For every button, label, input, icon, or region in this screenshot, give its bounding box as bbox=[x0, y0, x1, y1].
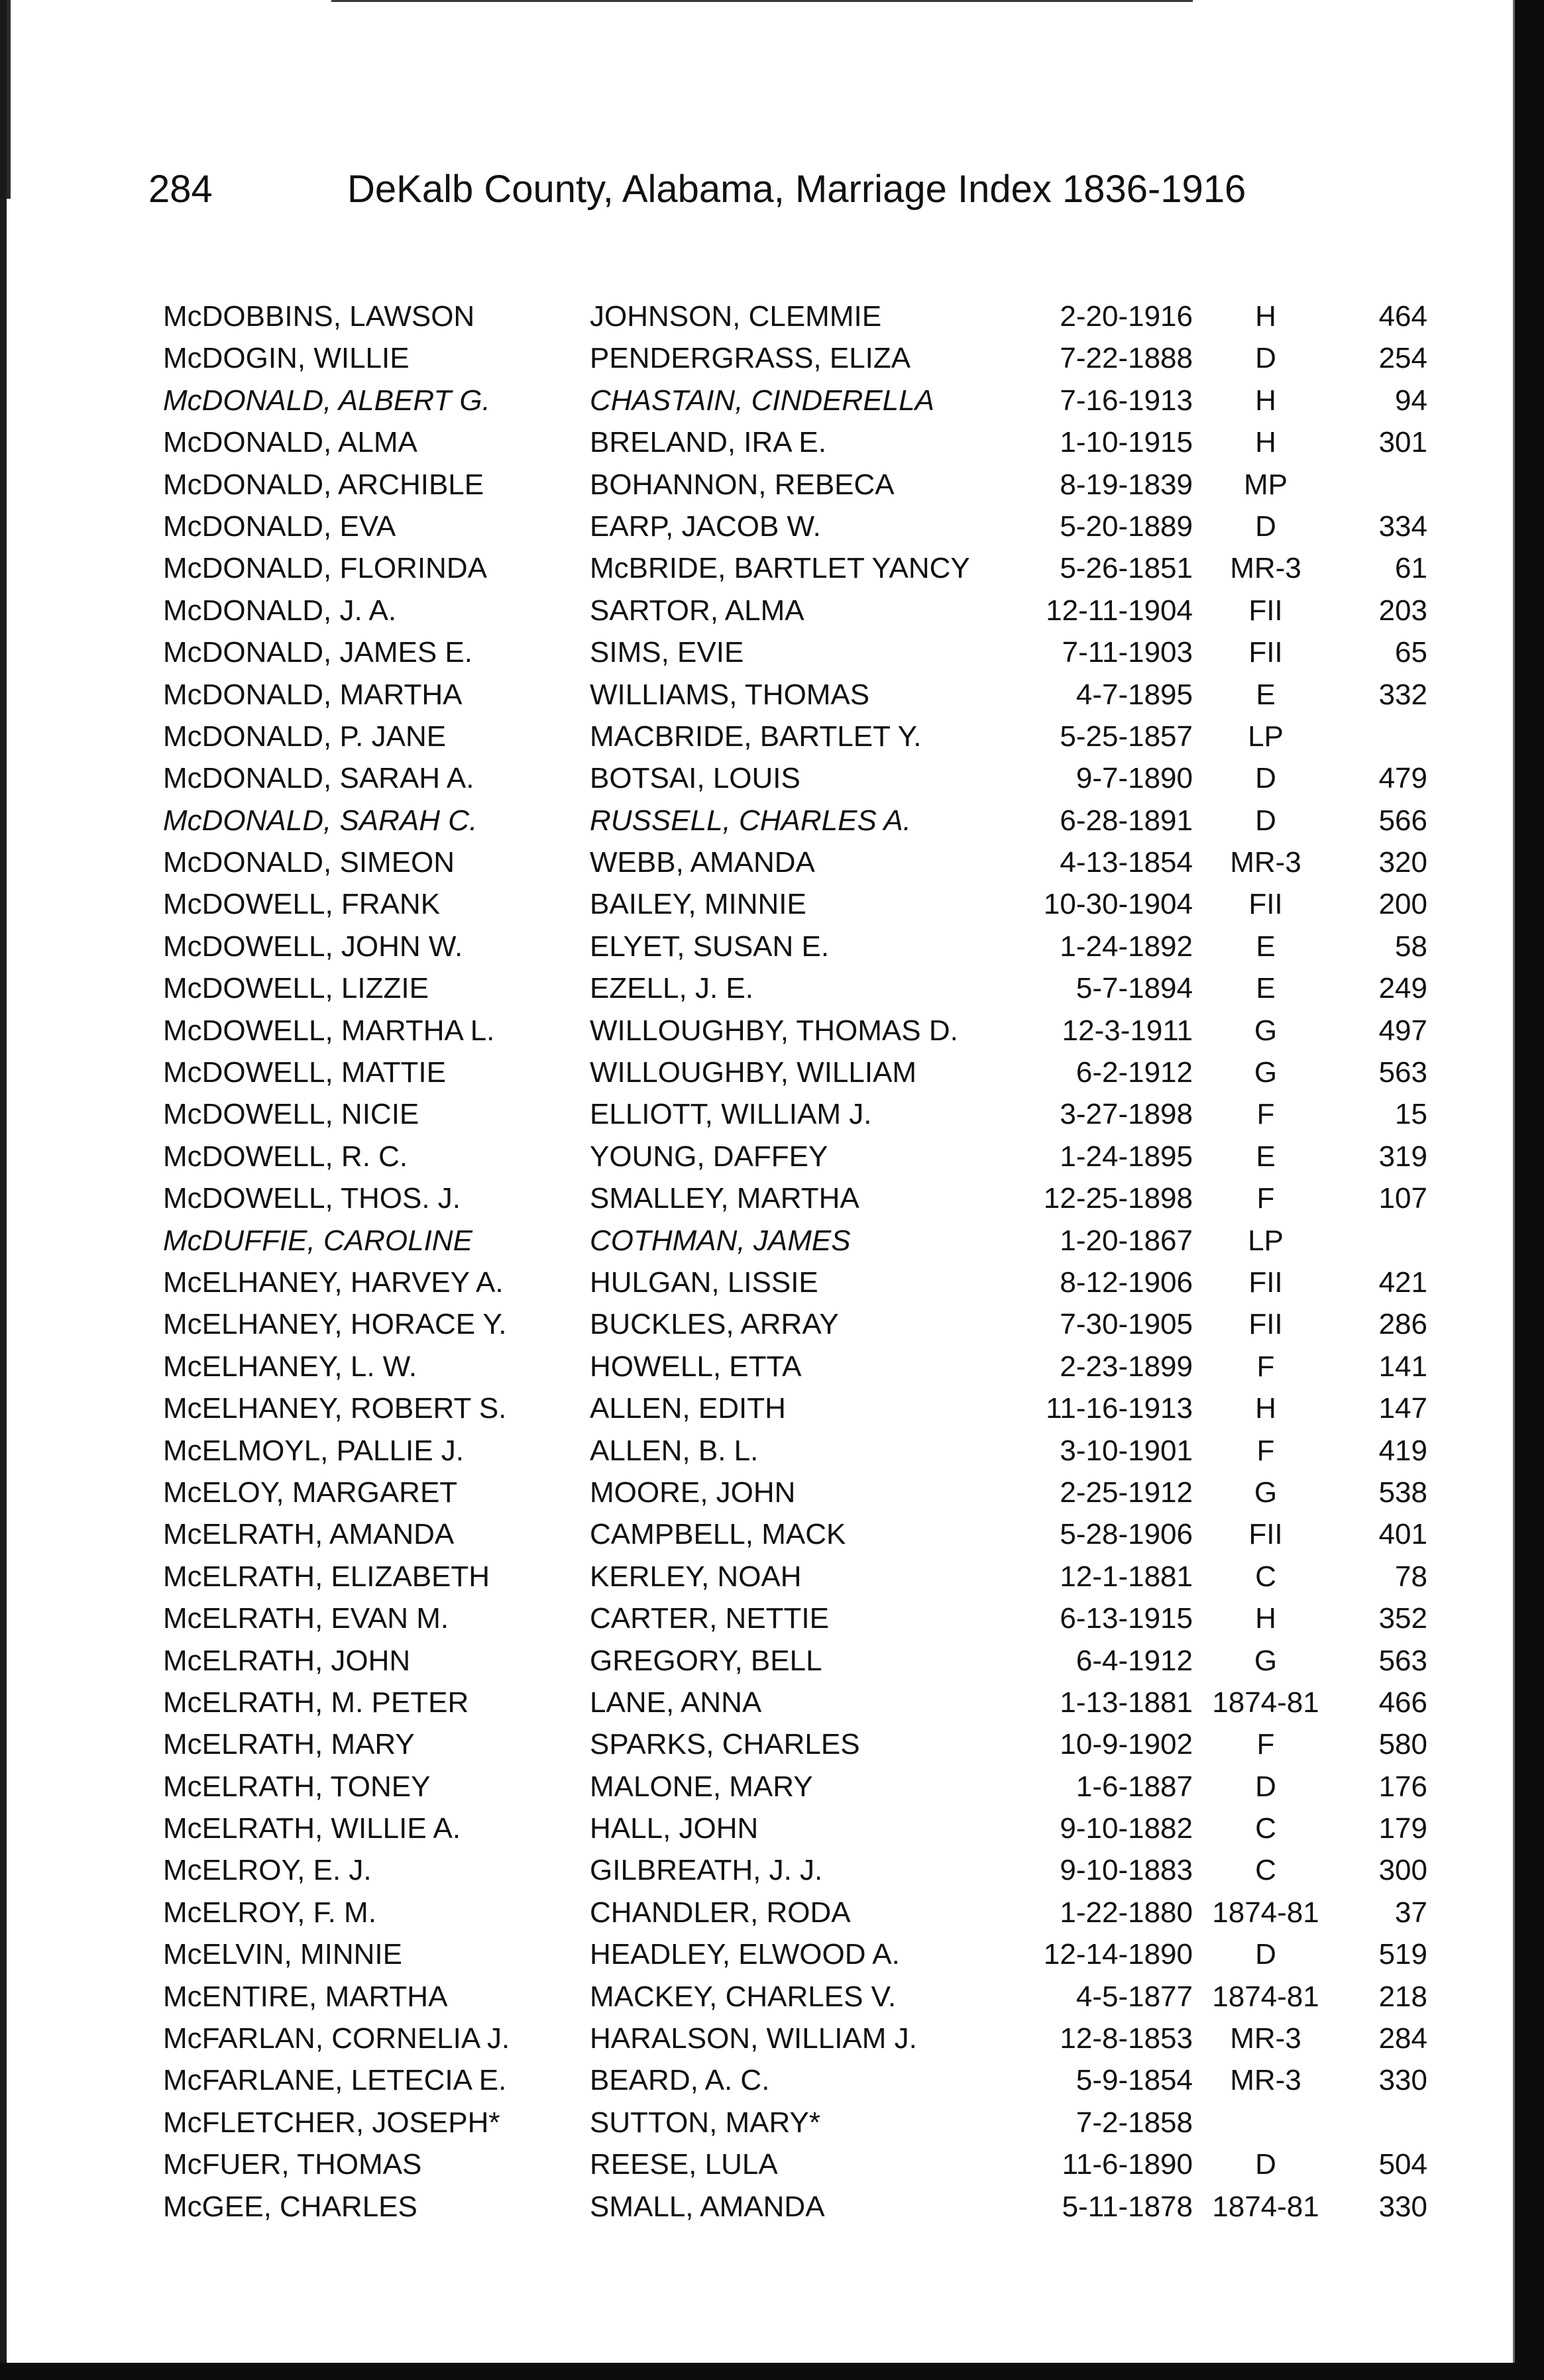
marriage-date: 10-9-1902 bbox=[1060, 1728, 1193, 1761]
record-book: FII bbox=[1248, 636, 1283, 669]
table-row bbox=[0, 631, 1544, 673]
spouse-name: SMALL, AMANDA bbox=[590, 2190, 825, 2223]
groom-or-bride-name: McDOWELL, R. C. bbox=[163, 1140, 408, 1173]
groom-or-bride-name: McDOWELL, NICIE bbox=[163, 1098, 419, 1131]
marriage-date: 2-23-1899 bbox=[1060, 1350, 1193, 1383]
marriage-date: 1-10-1915 bbox=[1060, 426, 1193, 459]
record-page: 254 bbox=[1378, 342, 1427, 375]
record-page: 58 bbox=[1395, 930, 1427, 963]
table-row bbox=[0, 1010, 1544, 1052]
groom-or-bride-name: McDONALD, FLORINDA bbox=[163, 552, 487, 585]
groom-or-bride-name: McDONALD, SARAH C. bbox=[163, 804, 478, 837]
spouse-name: ALLEN, B. L. bbox=[590, 1434, 759, 1467]
record-page: 94 bbox=[1395, 384, 1427, 417]
groom-or-bride-name: McDOWELL, MATTIE bbox=[163, 1056, 446, 1089]
record-page: 15 bbox=[1395, 1098, 1427, 1131]
table-row bbox=[0, 1766, 1544, 1808]
record-book: 1874-81 bbox=[1212, 1686, 1319, 1719]
marriage-date: 7-30-1905 bbox=[1060, 1308, 1193, 1341]
record-book: E bbox=[1256, 972, 1276, 1005]
table-row bbox=[0, 337, 1544, 379]
spouse-name: SMALLEY, MARTHA bbox=[590, 1182, 859, 1215]
marriage-date: 5-25-1857 bbox=[1060, 720, 1193, 753]
record-book: D bbox=[1255, 510, 1276, 543]
record-page: 580 bbox=[1378, 1728, 1427, 1761]
groom-or-bride-name: McELVIN, MINNIE bbox=[163, 1938, 403, 1971]
record-book: 1874-81 bbox=[1212, 1896, 1319, 1929]
record-page: 203 bbox=[1378, 594, 1427, 627]
spouse-name: SARTOR, ALMA bbox=[590, 594, 804, 627]
table-row bbox=[0, 757, 1544, 799]
groom-or-bride-name: McFUER, THOMAS bbox=[163, 2148, 422, 2181]
spouse-name: MALONE, MARY bbox=[590, 1770, 813, 1803]
record-book: D bbox=[1255, 342, 1276, 375]
record-page: 179 bbox=[1378, 1812, 1427, 1845]
marriage-date: 9-10-1883 bbox=[1060, 1854, 1193, 1887]
groom-or-bride-name: McELHANEY, HORACE Y. bbox=[163, 1308, 507, 1341]
marriage-date: 3-27-1898 bbox=[1060, 1098, 1193, 1131]
groom-or-bride-name: McDONALD, JAMES E. bbox=[163, 636, 472, 669]
spouse-name: CHASTAIN, CINDERELLA bbox=[590, 384, 934, 417]
table-row bbox=[0, 464, 1544, 506]
marriage-date: 12-3-1911 bbox=[1062, 1014, 1193, 1047]
record-book: H bbox=[1255, 1602, 1276, 1635]
spouse-name: HALL, JOHN bbox=[590, 1812, 759, 1845]
groom-or-bride-name: McELRATH, EVAN M. bbox=[163, 1602, 449, 1635]
record-book: E bbox=[1256, 678, 1276, 711]
spouse-name: SIMS, EVIE bbox=[590, 636, 744, 669]
table-row bbox=[0, 1597, 1544, 1639]
spouse-name: BOHANNON, REBECA bbox=[590, 468, 895, 501]
spouse-name: REESE, LULA bbox=[590, 2148, 778, 2181]
spouse-name: HEADLEY, ELWOOD A. bbox=[590, 1938, 900, 1971]
groom-or-bride-name: McDOWELL, LIZZIE bbox=[163, 972, 429, 1005]
spouse-name: CARTER, NETTIE bbox=[590, 1602, 830, 1635]
marriage-date: 7-11-1903 bbox=[1062, 636, 1193, 669]
groom-or-bride-name: McDONALD, SARAH A. bbox=[163, 762, 474, 795]
record-page: 286 bbox=[1378, 1308, 1427, 1341]
marriage-date: 3-10-1901 bbox=[1060, 1434, 1193, 1467]
record-page: 479 bbox=[1378, 762, 1427, 795]
groom-or-bride-name: McDONALD, P. JANE bbox=[163, 720, 447, 753]
spouse-name: CAMPBELL, MACK bbox=[590, 1518, 846, 1551]
record-page: 319 bbox=[1378, 1140, 1427, 1173]
groom-or-bride-name: McGEE, CHARLES bbox=[163, 2190, 417, 2223]
page-number: 284 bbox=[148, 168, 213, 211]
table-row bbox=[0, 1976, 1544, 2018]
marriage-date: 5-26-1851 bbox=[1060, 552, 1193, 585]
record-page: 37 bbox=[1395, 1896, 1427, 1929]
groom-or-bride-name: McDOWELL, JOHN W. bbox=[163, 930, 463, 963]
record-page: 330 bbox=[1378, 2190, 1427, 2223]
spouse-name: HARALSON, WILLIAM J. bbox=[590, 2022, 917, 2055]
record-page: 300 bbox=[1378, 1854, 1427, 1887]
record-book: C bbox=[1255, 1560, 1276, 1593]
spouse-name: MACKEY, CHARLES V. bbox=[590, 1980, 897, 2013]
marriage-date: 12-25-1898 bbox=[1043, 1182, 1193, 1215]
record-book: F bbox=[1256, 1728, 1275, 1761]
groom-or-bride-name: McFARLANE, LETECIA E. bbox=[163, 2064, 507, 2097]
table-row bbox=[0, 883, 1544, 925]
marriage-date: 7-16-1913 bbox=[1060, 384, 1193, 417]
marriage-date: 5-28-1906 bbox=[1060, 1518, 1193, 1551]
groom-or-bride-name: McELRATH, ELIZABETH bbox=[163, 1560, 490, 1593]
marriage-date: 11-16-1913 bbox=[1046, 1392, 1193, 1425]
spouse-name: WILLOUGHBY, THOMAS D. bbox=[590, 1014, 958, 1047]
spouse-name: RUSSELL, CHARLES A. bbox=[590, 804, 911, 837]
record-book: LP bbox=[1248, 1224, 1284, 1257]
groom-or-bride-name: McELOY, MARGARET bbox=[163, 1476, 458, 1509]
table-row bbox=[0, 296, 1544, 337]
groom-or-bride-name: McDONALD, EVA bbox=[163, 510, 396, 543]
table-row bbox=[0, 674, 1544, 716]
groom-or-bride-name: McELROY, F. M. bbox=[163, 1896, 376, 1929]
marriage-date: 8-12-1906 bbox=[1060, 1266, 1193, 1299]
spouse-name: YOUNG, DAFFEY bbox=[590, 1140, 828, 1173]
record-page: 464 bbox=[1378, 300, 1427, 333]
page-header bbox=[148, 163, 1246, 216]
marriage-date: 1-13-1881 bbox=[1060, 1686, 1193, 1719]
groom-or-bride-name: McDOWELL, MARTHA L. bbox=[163, 1014, 495, 1047]
groom-or-bride-name: McELRATH, TONEY bbox=[163, 1770, 431, 1803]
record-page: 200 bbox=[1378, 888, 1427, 921]
marriage-date: 7-2-1858 bbox=[1075, 2106, 1193, 2139]
table-row bbox=[0, 1430, 1544, 1472]
record-book: H bbox=[1255, 384, 1276, 417]
page-title: DeKalb County, Alabama, Marriage Index 1836-1916 bbox=[347, 168, 1246, 211]
groom-or-bride-name: McDOBBINS, LAWSON bbox=[163, 300, 475, 333]
record-book: C bbox=[1255, 1812, 1276, 1845]
record-page: 566 bbox=[1378, 804, 1427, 837]
table-row bbox=[0, 421, 1544, 463]
table-row bbox=[0, 1220, 1544, 1262]
spouse-name: WEBB, AMANDA bbox=[590, 846, 815, 879]
record-book: D bbox=[1255, 1770, 1276, 1803]
marriage-date: 9-7-1890 bbox=[1075, 762, 1193, 795]
record-book: 1874-81 bbox=[1212, 1980, 1319, 2013]
table-row bbox=[0, 590, 1544, 631]
marriage-date: 8-19-1839 bbox=[1060, 468, 1193, 501]
record-page: 538 bbox=[1378, 1476, 1427, 1509]
marriage-date: 12-11-1904 bbox=[1046, 594, 1193, 627]
record-book: G bbox=[1254, 1056, 1278, 1089]
groom-or-bride-name: McELMOYL, PALLIE J. bbox=[163, 1434, 465, 1467]
record-page: 320 bbox=[1378, 846, 1427, 879]
groom-or-bride-name: McFLETCHER, JOSEPH* bbox=[163, 2106, 500, 2139]
record-page: 332 bbox=[1378, 678, 1427, 711]
groom-or-bride-name: McDONALD, ARCHIBLE bbox=[163, 468, 484, 501]
spouse-name: PENDERGRASS, ELIZA bbox=[590, 342, 911, 375]
spouse-name: BEARD, A. C. bbox=[590, 2064, 770, 2097]
groom-or-bride-name: McELRATH, WILLIE A. bbox=[163, 1812, 461, 1845]
table-row bbox=[0, 2059, 1544, 2101]
record-book: D bbox=[1255, 1938, 1276, 1971]
marriage-date: 5-9-1854 bbox=[1075, 2064, 1193, 2097]
record-page: 284 bbox=[1378, 2022, 1427, 2055]
marriage-date: 10-30-1904 bbox=[1043, 888, 1193, 921]
record-page: 301 bbox=[1378, 426, 1427, 459]
table-row bbox=[0, 2102, 1544, 2143]
record-book: D bbox=[1255, 804, 1276, 837]
marriage-date: 4-13-1854 bbox=[1060, 846, 1193, 879]
record-book: H bbox=[1255, 1392, 1276, 1425]
record-page: 330 bbox=[1378, 2064, 1427, 2097]
marriage-date: 1-6-1887 bbox=[1075, 1770, 1193, 1803]
groom-or-bride-name: McDONALD, ALBERT G. bbox=[163, 384, 490, 417]
spouse-name: HULGAN, LISSIE bbox=[590, 1266, 818, 1299]
record-book: E bbox=[1256, 930, 1276, 963]
table-row bbox=[0, 1346, 1544, 1387]
record-book: FII bbox=[1248, 1518, 1283, 1551]
table-row bbox=[0, 1472, 1544, 1513]
spouse-name: HOWELL, ETTA bbox=[590, 1350, 802, 1383]
record-page: 421 bbox=[1378, 1266, 1427, 1299]
marriage-date: 7-22-1888 bbox=[1060, 342, 1193, 375]
record-page: 419 bbox=[1378, 1434, 1427, 1467]
marriage-date: 6-2-1912 bbox=[1075, 1056, 1193, 1089]
spouse-name: LANE, ANNA bbox=[590, 1686, 762, 1719]
table-row bbox=[0, 716, 1544, 757]
table-row bbox=[0, 1933, 1544, 1975]
spouse-name: JOHNSON, CLEMMIE bbox=[590, 300, 882, 333]
marriage-date: 4-7-1895 bbox=[1075, 678, 1193, 711]
record-book: F bbox=[1256, 1434, 1275, 1467]
table-row bbox=[0, 1808, 1544, 1849]
table-row bbox=[0, 1052, 1544, 1093]
groom-or-bride-name: McDONALD, MARTHA bbox=[163, 678, 463, 711]
table-row bbox=[0, 1177, 1544, 1219]
table-row bbox=[0, 1682, 1544, 1723]
groom-or-bride-name: McDOGIN, WILLIE bbox=[163, 342, 410, 375]
record-page: 249 bbox=[1378, 972, 1427, 1005]
groom-or-bride-name: McELRATH, MARY bbox=[163, 1728, 415, 1761]
spouse-name: EARP, JACOB W. bbox=[590, 510, 821, 543]
groom-or-bride-name: McENTIRE, MARTHA bbox=[163, 1980, 448, 2013]
marriage-date: 1-24-1895 bbox=[1060, 1140, 1193, 1173]
marriage-date: 2-25-1912 bbox=[1060, 1476, 1193, 1509]
marriage-date: 6-28-1891 bbox=[1060, 804, 1193, 837]
groom-or-bride-name: McFARLAN, CORNELIA J. bbox=[163, 2022, 510, 2055]
table-row bbox=[0, 1136, 1544, 1177]
spouse-name: BOTSAI, LOUIS bbox=[590, 762, 800, 795]
record-page: 466 bbox=[1378, 1686, 1427, 1719]
record-book: E bbox=[1256, 1140, 1276, 1173]
record-book: MR-3 bbox=[1230, 552, 1301, 585]
record-page: 65 bbox=[1395, 636, 1427, 669]
record-page: 563 bbox=[1378, 1056, 1427, 1089]
marriage-date: 1-20-1867 bbox=[1060, 1224, 1193, 1257]
scan-edge-left-notch bbox=[7, 0, 11, 199]
marriage-date: 1-22-1880 bbox=[1060, 1896, 1193, 1929]
spouse-name: SPARKS, CHARLES bbox=[590, 1728, 860, 1761]
table-row bbox=[0, 1640, 1544, 1682]
groom-or-bride-name: McELROY, E. J. bbox=[163, 1854, 372, 1887]
marriage-date: 5-11-1878 bbox=[1062, 2190, 1193, 2223]
marriage-date: 12-1-1881 bbox=[1060, 1560, 1193, 1593]
record-book: C bbox=[1255, 1854, 1276, 1887]
spouse-name: GILBREATH, J. J. bbox=[590, 1854, 823, 1887]
table-row bbox=[0, 1849, 1544, 1891]
record-page: 504 bbox=[1378, 2148, 1427, 2181]
table-row bbox=[0, 2018, 1544, 2059]
spouse-name: KERLEY, NOAH bbox=[590, 1560, 802, 1593]
table-row bbox=[0, 1387, 1544, 1429]
table-row bbox=[0, 841, 1544, 883]
record-page: 176 bbox=[1378, 1770, 1427, 1803]
record-page: 141 bbox=[1378, 1350, 1427, 1383]
groom-or-bride-name: McDUFFIE, CAROLINE bbox=[163, 1224, 472, 1257]
groom-or-bride-name: McDONALD, SIMEON bbox=[163, 846, 455, 879]
table-row bbox=[0, 1262, 1544, 1303]
marriage-date: 4-5-1877 bbox=[1075, 1980, 1193, 2013]
table-row bbox=[0, 967, 1544, 1009]
groom-or-bride-name: McELHANEY, HARVEY A. bbox=[163, 1266, 504, 1299]
spouse-name: WILLOUGHBY, WILLIAM bbox=[590, 1056, 917, 1089]
record-book: MR-3 bbox=[1230, 2022, 1301, 2055]
record-book: D bbox=[1255, 2148, 1276, 2181]
spouse-name: MOORE, JOHN bbox=[590, 1476, 796, 1509]
record-book: D bbox=[1255, 762, 1276, 795]
record-book: F bbox=[1256, 1182, 1275, 1215]
marriage-date: 9-10-1882 bbox=[1060, 1812, 1193, 1845]
spouse-name: ELYET, SUSAN E. bbox=[590, 930, 830, 963]
marriage-date: 5-7-1894 bbox=[1075, 972, 1193, 1005]
spouse-name: WILLIAMS, THOMAS bbox=[590, 678, 870, 711]
record-page: 107 bbox=[1378, 1182, 1427, 1215]
spouse-name: MACBRIDE, BARTLET Y. bbox=[590, 720, 922, 753]
record-page: 334 bbox=[1378, 510, 1427, 543]
groom-or-bride-name: McDONALD, J. A. bbox=[163, 594, 397, 627]
record-book: MP bbox=[1244, 468, 1288, 501]
record-page: 352 bbox=[1378, 1602, 1427, 1635]
record-book: H bbox=[1255, 300, 1276, 333]
spouse-name: COTHMAN, JAMES bbox=[590, 1224, 851, 1257]
record-page: 61 bbox=[1395, 552, 1427, 585]
record-book: H bbox=[1255, 426, 1276, 459]
spouse-name: BUCKLES, ARRAY bbox=[590, 1308, 839, 1341]
spouse-name: ALLEN, EDITH bbox=[590, 1392, 786, 1425]
groom-or-bride-name: McDOWELL, FRANK bbox=[163, 888, 441, 921]
table-row bbox=[0, 1892, 1544, 1933]
record-book: 1874-81 bbox=[1212, 2190, 1319, 2223]
table-row bbox=[0, 800, 1544, 841]
groom-or-bride-name: McELRATH, AMANDA bbox=[163, 1518, 455, 1551]
scan-edge-bottom bbox=[0, 2363, 1544, 2380]
marriage-date: 6-13-1915 bbox=[1060, 1602, 1193, 1635]
record-page: 401 bbox=[1378, 1518, 1427, 1551]
record-book: F bbox=[1256, 1098, 1275, 1131]
table-row bbox=[0, 380, 1544, 421]
record-book: LP bbox=[1248, 720, 1284, 753]
marriage-date: 11-6-1890 bbox=[1062, 2148, 1193, 2181]
record-page: 78 bbox=[1395, 1560, 1427, 1593]
table-row bbox=[0, 1093, 1544, 1135]
record-page: 497 bbox=[1378, 1014, 1427, 1047]
record-book: FII bbox=[1248, 594, 1283, 627]
marriage-index-table bbox=[0, 296, 1544, 2228]
spouse-name: EZELL, J. E. bbox=[590, 972, 753, 1005]
record-book: MR-3 bbox=[1230, 2064, 1301, 2097]
table-row bbox=[0, 1303, 1544, 1345]
scan-edge-top bbox=[331, 0, 1193, 2]
spouse-name: McBRIDE, BARTLET YANCY bbox=[590, 552, 970, 585]
record-book: G bbox=[1254, 1644, 1278, 1677]
record-page: 147 bbox=[1378, 1392, 1427, 1425]
record-book: FII bbox=[1248, 1308, 1283, 1341]
marriage-date: 5-20-1889 bbox=[1060, 510, 1193, 543]
spouse-name: SUTTON, MARY* bbox=[590, 2106, 820, 2139]
table-row bbox=[0, 2143, 1544, 2185]
spouse-name: ELLIOTT, WILLIAM J. bbox=[590, 1098, 872, 1131]
spouse-name: CHANDLER, RODA bbox=[590, 1896, 851, 1929]
record-page: 218 bbox=[1378, 1980, 1427, 2013]
marriage-date: 12-14-1890 bbox=[1043, 1938, 1193, 1971]
groom-or-bride-name: McDONALD, ALMA bbox=[163, 426, 417, 459]
record-book: G bbox=[1254, 1476, 1278, 1509]
groom-or-bride-name: McDOWELL, THOS. J. bbox=[163, 1182, 461, 1215]
marriage-date: 2-20-1916 bbox=[1060, 300, 1193, 333]
groom-or-bride-name: McELRATH, JOHN bbox=[163, 1644, 411, 1677]
record-page: 519 bbox=[1378, 1938, 1427, 1971]
groom-or-bride-name: McELHANEY, L. W. bbox=[163, 1350, 417, 1383]
record-page: 563 bbox=[1378, 1644, 1427, 1677]
marriage-date: 6-4-1912 bbox=[1075, 1644, 1193, 1677]
record-book: MR-3 bbox=[1230, 846, 1301, 879]
marriage-date: 12-8-1853 bbox=[1060, 2022, 1193, 2055]
groom-or-bride-name: McELHANEY, ROBERT S. bbox=[163, 1392, 507, 1425]
table-row bbox=[0, 1723, 1544, 1765]
table-row bbox=[0, 547, 1544, 589]
table-row bbox=[0, 1556, 1544, 1597]
spouse-name: BRELAND, IRA E. bbox=[590, 426, 827, 459]
record-book: G bbox=[1254, 1014, 1278, 1047]
groom-or-bride-name: McELRATH, M. PETER bbox=[163, 1686, 469, 1719]
record-book: F bbox=[1256, 1350, 1275, 1383]
record-book: FII bbox=[1248, 888, 1283, 921]
table-row bbox=[0, 926, 1544, 967]
table-row bbox=[0, 506, 1544, 547]
table-row bbox=[0, 2186, 1544, 2228]
record-book: FII bbox=[1248, 1266, 1283, 1299]
marriage-date: 1-24-1892 bbox=[1060, 930, 1193, 963]
spouse-name: BAILEY, MINNIE bbox=[590, 888, 806, 921]
table-row bbox=[0, 1513, 1544, 1555]
spouse-name: GREGORY, BELL bbox=[590, 1644, 822, 1677]
